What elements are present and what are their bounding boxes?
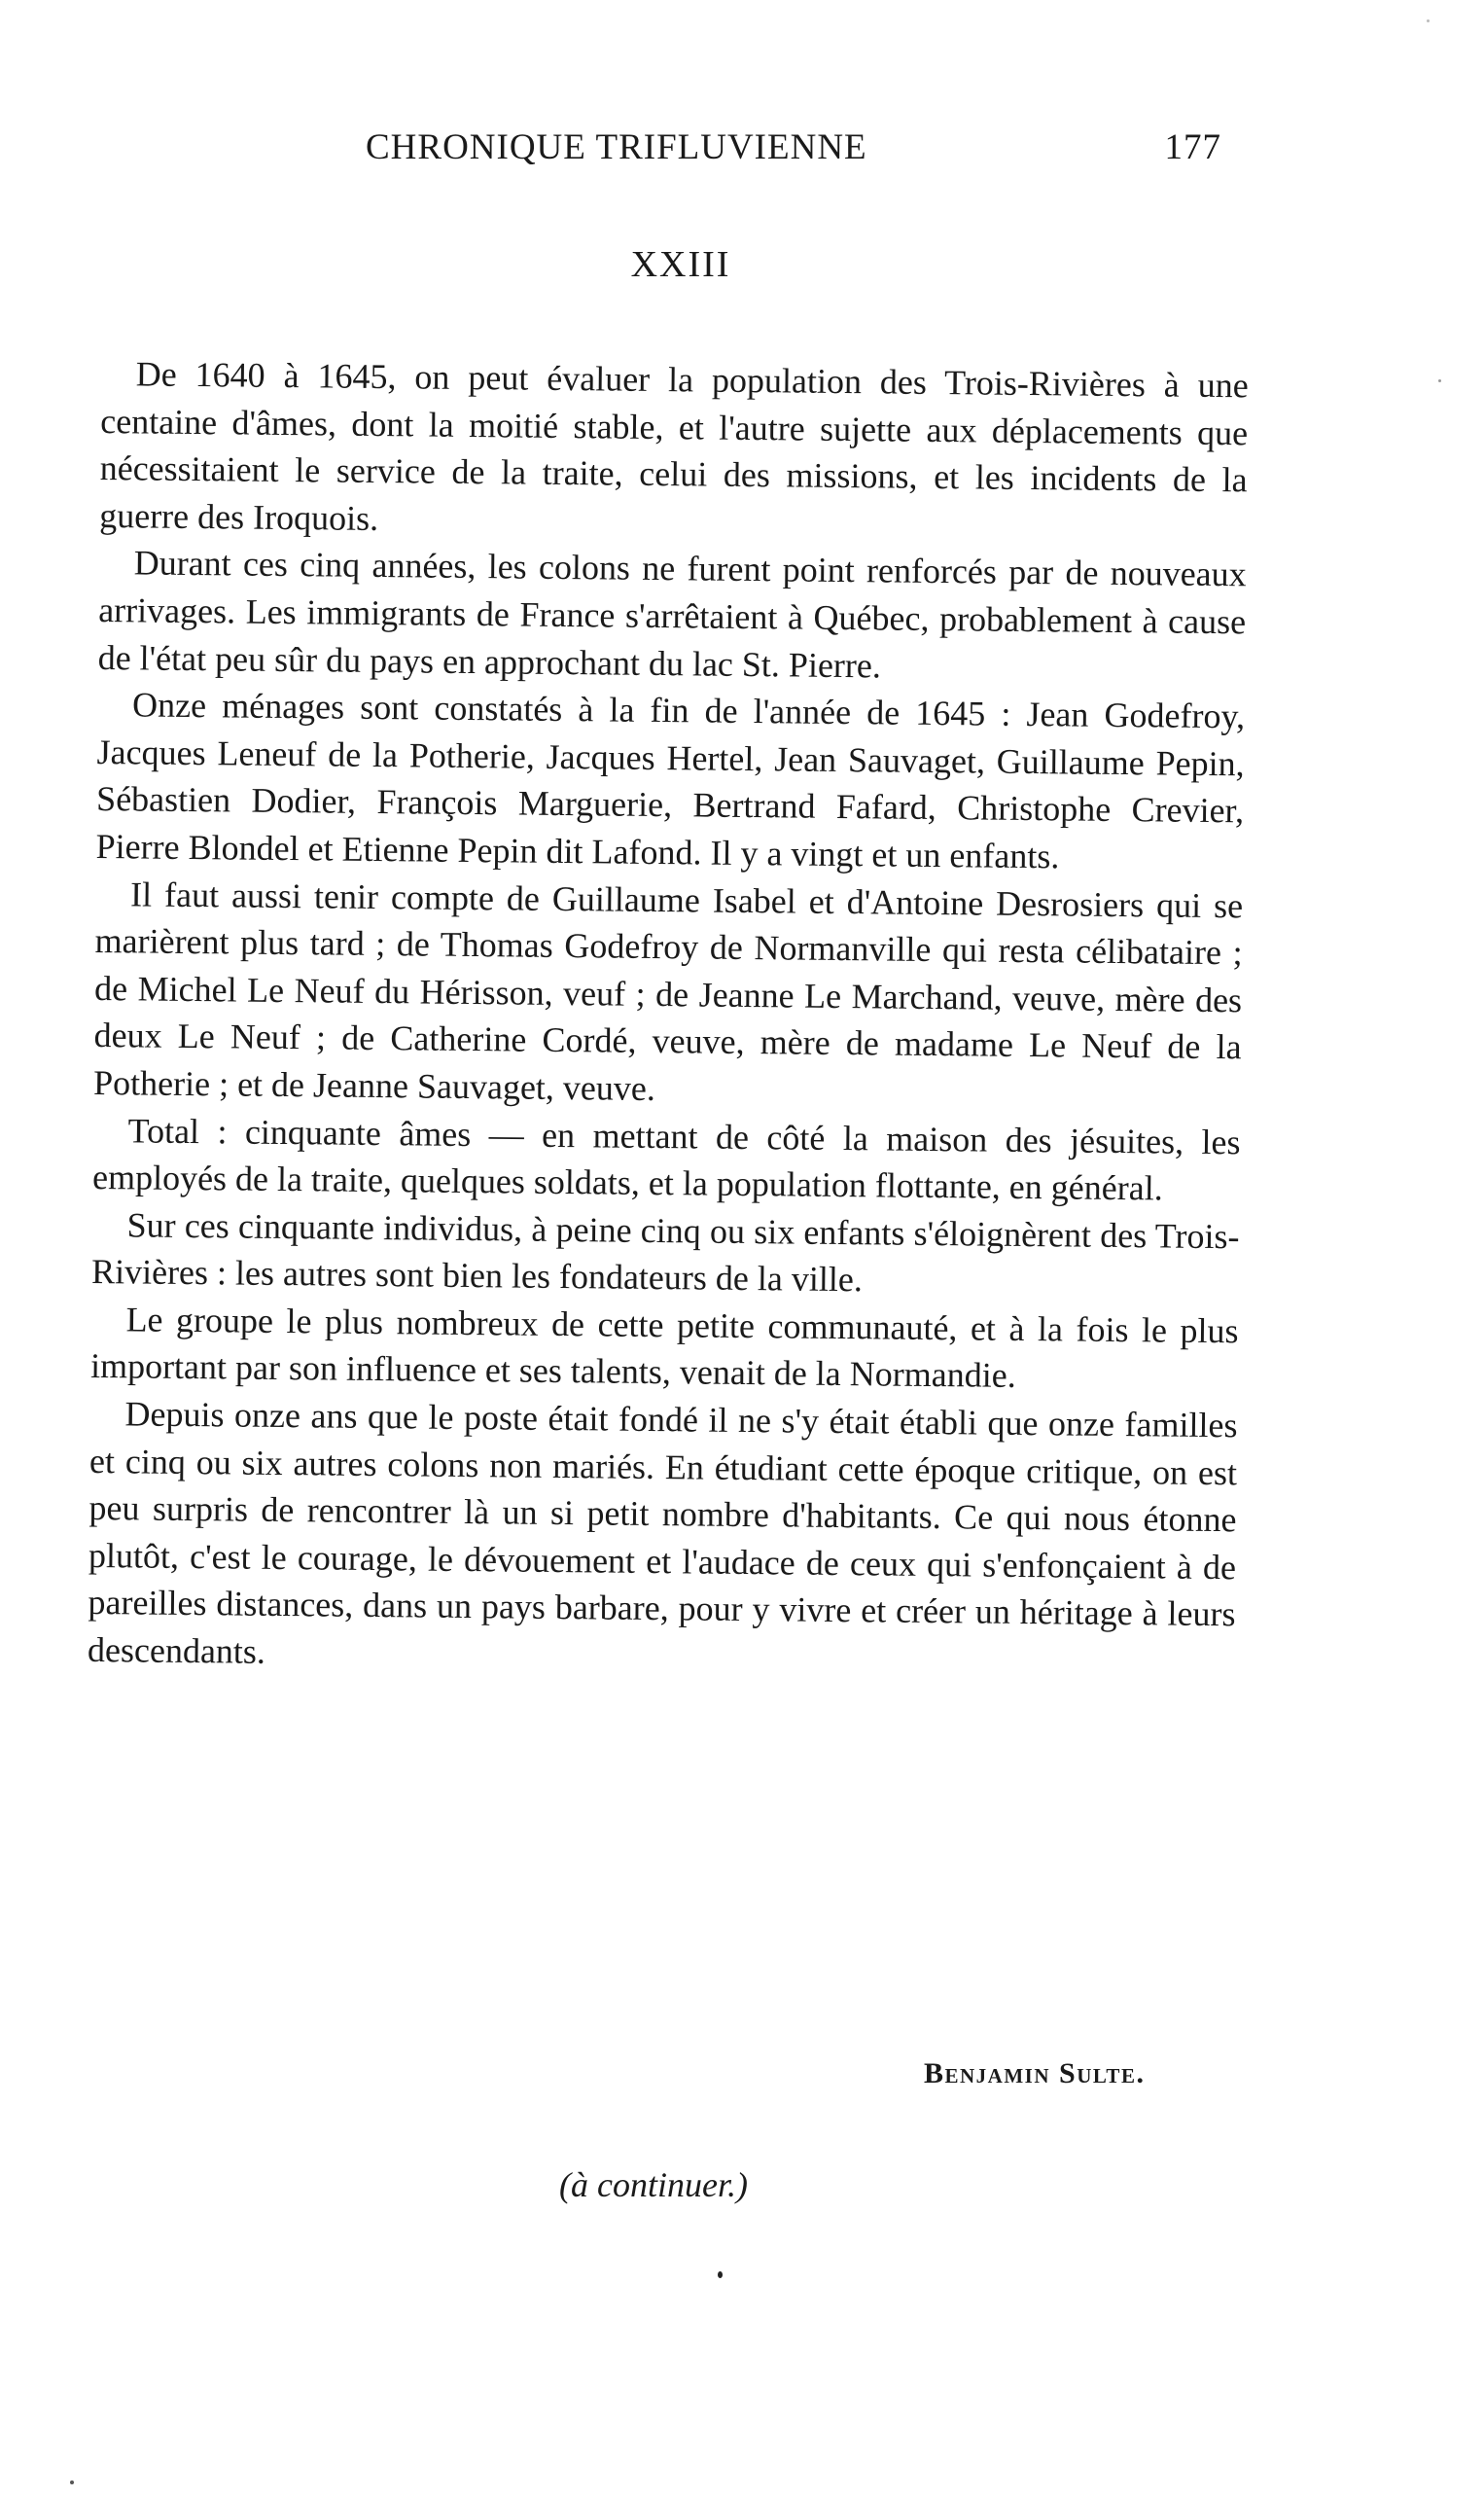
page-number: 177	[1164, 127, 1221, 167]
paragraph: Onze ménages sont constatés à la fin de l'année de 1645 : Jean Godefroy, Jacques Leneuf de la Potherie, Jacques Hertel, Jean Sauvaget, Guillaume Pepin, Sébastien Dodier, François Marguerie, Bertrand Fafard, Christophe Crevier, Pierre Blondel et Etienne Pepin dit Lafond. Il y a vingt et un enfants.	[95, 685, 1246, 876]
paragraph: Il faut aussi tenir compte de Guillaume Isabel et d'Antoine Desrosiers qui se marièrent plus tard ; de Thomas Godefroy de Normanville qui resta célibataire ; de Michel Le Neuf du Hérisson, veuf ; de Jeanne Le Marchand, veuve, mère des deux Le Neuf ; de Catherine Cordé, veuve, mère de madame Le Neuf de la Potherie ; et de Jeanne Sauvaget, veuve.	[92, 874, 1244, 1108]
paragraph: Durant ces cinq années, les colons ne furent point renforcés par de nouveaux arrivages. Les immigrants de France s'arrêtaient à Québec, probablement à cause de l'état peu sûr du pays en approchant du lac St. Pierre.	[97, 543, 1247, 685]
running-title: CHRONIQUE TRIFLUVIENNE	[366, 127, 867, 167]
paragraph: Depuis onze ans que le poste était fondé il ne s'y était établi que onze familles et cinq ou six autres colons non mariés. En étudiant cette époque critique, on est peu surpris de rencontrer là un si petit nombre d'habitants. Ce qui nous étonne plutôt, c'est le courage, le dévouement et l'audace de ceux qui s'enfonçaient à de pareilles distances, dans un pays barbare, pour y vivre et créer un héritage à leurs descendants.	[87, 1394, 1238, 1671]
ink-speck	[1438, 379, 1441, 382]
author-signature: Benjamin Sulte.	[924, 2057, 1146, 2089]
continuation-note: (à continuer.)	[559, 2165, 748, 2204]
section-number: XXIII	[630, 244, 731, 285]
ink-speck	[70, 2480, 74, 2484]
paragraph: Le groupe le plus nombreux de cette petite communauté, et à la fois le plus important par son influence et ses talents, venait de la Normandie.	[89, 1300, 1239, 1396]
paragraph: Total : cinquante âmes — en mettant de côté la maison des jésuites, les employés de la traite, quelques soldats, et la population flottante, en général.	[91, 1110, 1241, 1208]
running-head	[366, 126, 1221, 175]
ink-speck	[718, 2271, 723, 2278]
article-body	[88, 350, 1249, 1686]
ink-speck	[1427, 19, 1430, 22]
paragraph: Sur ces cinquante individus, à peine cinq ou six enfants s'éloignèrent des Trois-Rivières : les autres sont bien les fondateurs de la ville.	[90, 1205, 1240, 1300]
paragraph: De 1640 à 1645, on peut évaluer la population des Trois-Rivières à une centaine d'âmes, dont la moitié stable, et l'autre sujette aux déplacements que nécessitaient le service de la traite, celui des missions, et les incidents de la guerre des Iroquois.	[99, 354, 1249, 538]
